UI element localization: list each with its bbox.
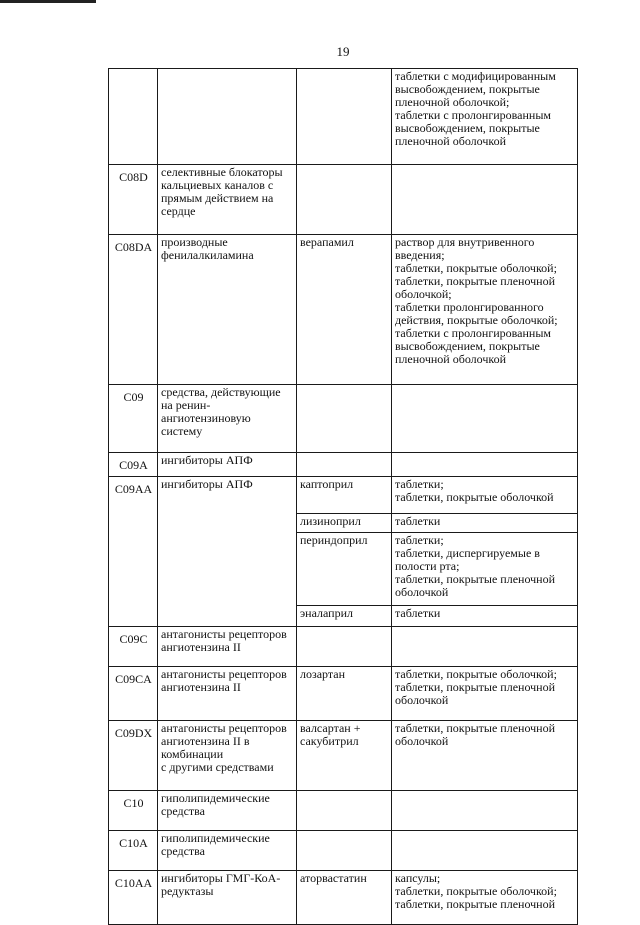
drug-name-cell xyxy=(297,533,392,606)
dosage-form-cell xyxy=(392,514,578,533)
atc-code-cell xyxy=(109,627,158,667)
drug-name-cell xyxy=(297,791,392,831)
drug-name-cell xyxy=(297,477,392,514)
dosage-form-cell xyxy=(392,831,578,871)
atc-group-cell-line: ингибиторы АПФ xyxy=(161,477,253,491)
dosage-form-cell-line: таблетки, покрытые пленочной xyxy=(395,721,556,735)
atc-code-cell-line: C09C xyxy=(119,632,148,646)
atc-group-cell-line: ангиотензина II xyxy=(161,680,241,694)
atc-group-cell-line: ангиотензина II в xyxy=(161,734,250,748)
drug-name-cell xyxy=(297,235,392,385)
atc-group-cell xyxy=(158,831,297,871)
atc-code-cell-line: C09A xyxy=(119,458,148,472)
atc-group-cell-line: сердце xyxy=(161,204,196,218)
table-row xyxy=(109,477,578,514)
atc-group-cell-line: на ренин- xyxy=(161,398,211,412)
atc-code-cell-line: C09 xyxy=(123,390,144,404)
dosage-form-cell-line: раствор для внутривенного xyxy=(395,235,535,249)
dosage-form-cell-line: оболочкой; xyxy=(395,287,452,301)
drug-name-cell xyxy=(297,453,392,477)
dosage-form-cell-line: таблетки, покрытые оболочкой; xyxy=(395,261,557,275)
atc-code-cell-line: C10 xyxy=(123,796,144,810)
dosage-form-cell xyxy=(392,627,578,667)
dosage-form-cell-line: таблетки, покрытые пленочной xyxy=(395,572,556,586)
table-row xyxy=(109,667,578,721)
dosage-form-cell xyxy=(392,871,578,925)
table-row xyxy=(109,453,578,477)
atc-group-cell xyxy=(158,165,297,235)
atc-group-cell xyxy=(158,453,297,477)
drug-name-cell-line: лозартан xyxy=(300,667,346,681)
dosage-form-cell-line: таблетки пролонгированного xyxy=(395,300,544,314)
dosage-form-cell xyxy=(392,453,578,477)
atc-code-cell xyxy=(109,791,158,831)
atc-group-cell xyxy=(158,721,297,791)
drug-name-cell-line: каптоприл xyxy=(300,477,354,491)
dosage-form-cell-line: высвобождением, покрытые xyxy=(395,82,540,96)
atc-code-cell-line: C09DX xyxy=(114,726,153,740)
dosage-form-cell-line: оболочкой xyxy=(395,693,449,707)
dosage-form-cell-line: таблетки с модифицированным xyxy=(395,69,556,83)
atc-code-cell xyxy=(109,721,158,791)
atc-group-cell-line: прямым действием на xyxy=(161,191,274,205)
dosage-form-cell-line: оболочкой xyxy=(395,734,449,748)
dosage-form-cell-line: введения; xyxy=(395,248,445,262)
table-row xyxy=(109,871,578,925)
dosage-form-cell xyxy=(392,385,578,453)
dosage-form-cell xyxy=(392,235,578,385)
atc-group-cell xyxy=(158,235,297,385)
dosage-form-cell xyxy=(392,477,578,514)
atc-group-cell-line: ангиотензиновую xyxy=(161,411,251,425)
atc-group-cell xyxy=(158,477,297,627)
atc-group-cell-line: ангиотензина II xyxy=(161,640,241,654)
atc-group-cell-line: редуктазы xyxy=(161,884,214,898)
dosage-form-cell-line: высвобождением, покрытые xyxy=(395,339,540,353)
dosage-form-cell xyxy=(392,533,578,606)
dosage-form-cell-line: пленочной оболочкой; xyxy=(395,95,510,109)
table-row xyxy=(109,627,578,667)
drug-name-cell xyxy=(297,831,392,871)
drug-name-cell-line: валсартан + xyxy=(300,721,361,735)
atc-code-cell-line: C10A xyxy=(119,836,148,850)
drug-name-cell-line: периндоприл xyxy=(300,533,368,547)
atc-group-cell xyxy=(158,667,297,721)
dosage-form-cell-line: таблетки xyxy=(395,606,441,620)
dosage-form-cell-line: таблетки; xyxy=(395,533,444,547)
atc-group-cell xyxy=(158,871,297,925)
dosage-form-cell-line: таблетки, покрытые оболочкой; xyxy=(395,884,557,898)
drug-name-cell xyxy=(297,165,392,235)
atc-group-cell-line: гиполипидемические xyxy=(161,791,270,805)
atc-code-cell-line: C09CA xyxy=(115,672,152,686)
drug-name-cell-line: эналаприл xyxy=(300,606,353,620)
atc-code-cell-line: C08D xyxy=(119,170,148,184)
scan-edge-mark xyxy=(0,0,96,3)
dosage-form-cell-line: оболочкой xyxy=(395,585,449,599)
atc-group-cell-line: средства, действующие xyxy=(161,385,281,399)
table-row xyxy=(109,721,578,791)
dosage-form-cell xyxy=(392,791,578,831)
atc-code-cell xyxy=(109,667,158,721)
atc-code-cell-line: C10AA xyxy=(114,876,153,890)
dosage-form-cell-line: таблетки с пролонгированным xyxy=(395,108,552,122)
atc-code-cell-line: C08DA xyxy=(114,240,153,254)
atc-code-cell xyxy=(109,453,158,477)
atc-group-cell xyxy=(158,791,297,831)
atc-group-cell-line: ингибиторы ГМГ-КоА- xyxy=(161,871,281,885)
dosage-form-cell-line: пленочной оболочкой xyxy=(395,134,507,148)
atc-code-cell xyxy=(109,477,158,627)
table-row xyxy=(109,69,578,165)
dosage-form-cell-line: таблетки; xyxy=(395,477,444,491)
atc-group-cell-line: средства xyxy=(161,804,206,818)
dosage-form-cell-line: пленочной оболочкой xyxy=(395,352,507,366)
dosage-form-cell-line: высвобождением, покрытые xyxy=(395,121,540,135)
atc-group-cell-line: антагонисты рецепторов xyxy=(161,627,287,641)
dosage-form-cell-line: таблетки, покрытые оболочкой xyxy=(395,490,554,504)
atc-group-cell-line: производные xyxy=(161,235,228,249)
drug-name-cell xyxy=(297,667,392,721)
atc-group-cell-line: селективные блокаторы xyxy=(161,165,283,179)
table-row xyxy=(109,791,578,831)
dosage-form-cell-line: действия, покрытые оболочкой; xyxy=(395,313,558,327)
atc-group-cell-line: ингибиторы АПФ xyxy=(161,453,253,467)
dosage-form-cell-line: таблетки xyxy=(395,514,441,528)
atc-group-cell-line: гиполипидемические xyxy=(161,831,270,845)
drug-name-cell xyxy=(297,606,392,627)
dosage-form-cell-line: таблетки, покрытые пленочной xyxy=(395,680,556,694)
drug-name-cell-line: аторвастатин xyxy=(300,871,367,885)
table-row xyxy=(109,165,578,235)
atc-group-cell-line: антагонисты рецепторов xyxy=(161,667,287,681)
dosage-form-cell-line: таблетки, покрытые пленочной xyxy=(395,897,556,911)
atc-group-cell-line: с другими средствами xyxy=(161,760,274,774)
table-row xyxy=(109,235,578,385)
atc-group-cell-line: кальциевых каналов с xyxy=(161,178,274,192)
atc-group-cell-line: средства xyxy=(161,844,206,858)
drug-name-cell-line: верапамил xyxy=(300,235,354,249)
page-number: 19 xyxy=(336,44,350,59)
atc-group-cell xyxy=(158,385,297,453)
atc-code-cell xyxy=(109,871,158,925)
drug-name-cell xyxy=(297,385,392,453)
dosage-form-cell xyxy=(392,69,578,165)
atc-code-cell xyxy=(109,165,158,235)
dosage-form-cell-line: капсулы; xyxy=(395,871,441,885)
drug-name-cell xyxy=(297,514,392,533)
dosage-form-cell xyxy=(392,721,578,791)
atc-group-cell-line: систему xyxy=(161,424,203,438)
atc-code-cell xyxy=(109,385,158,453)
drug-name-cell-line: сакубитрил xyxy=(300,734,359,748)
dosage-form-cell-line: таблетки с пролонгированным xyxy=(395,326,552,340)
dosage-form-cell xyxy=(392,165,578,235)
dosage-form-cell-line: таблетки, диспергируемые в xyxy=(395,546,540,560)
drug-name-cell xyxy=(297,721,392,791)
dosage-form-cell-line: полости рта; xyxy=(395,559,460,573)
table-row xyxy=(109,831,578,871)
atc-group-cell xyxy=(158,69,297,165)
atc-code-cell xyxy=(109,235,158,385)
drug-name-cell xyxy=(297,627,392,667)
atc-group-cell-line: фенилалкиламина xyxy=(161,248,254,262)
atc-code-cell-line: C09AA xyxy=(114,482,153,496)
drug-name-cell xyxy=(297,871,392,925)
dosage-form-cell-line: таблетки, покрытые пленочной xyxy=(395,274,556,288)
atc-code-cell xyxy=(109,69,158,165)
dosage-form-cell-line: таблетки, покрытые оболочкой; xyxy=(395,667,557,681)
atc-group-cell xyxy=(158,627,297,667)
drug-table xyxy=(108,68,578,925)
drug-name-cell xyxy=(297,69,392,165)
atc-code-cell xyxy=(109,831,158,871)
atc-group-cell-line: комбинации xyxy=(161,747,224,761)
atc-group-cell-line: антагонисты рецепторов xyxy=(161,721,287,735)
table-row xyxy=(109,385,578,453)
drug-name-cell-line: лизиноприл xyxy=(300,514,361,528)
dosage-form-cell xyxy=(392,667,578,721)
dosage-form-cell xyxy=(392,606,578,627)
